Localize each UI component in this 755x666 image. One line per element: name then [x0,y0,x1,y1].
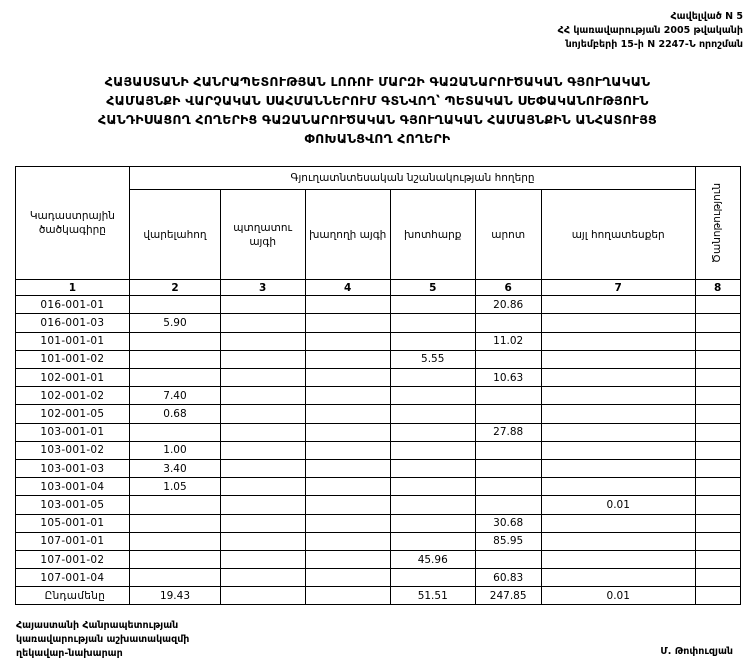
cell-orchard [220,496,305,514]
cell-note [695,496,740,514]
cell-hayfield [390,423,475,441]
cell-orchard [220,369,305,387]
table-row [15,423,740,441]
column-header-note [695,167,740,280]
cell-code: 101-001-02 [15,350,130,368]
cell-arable [130,532,220,550]
cell-code: 107-001-01 [15,532,130,550]
table-row [15,332,740,350]
column-header-hayfield-label: խոտհարք [404,228,462,241]
cell-total-orchard [220,587,305,605]
cell-arable [130,514,220,532]
column-header-cadastral-code [15,167,130,280]
table-row [15,350,740,368]
document-reference-header [0,0,755,51]
cell-pasture [475,478,541,496]
cell-orchard [220,423,305,441]
cell-total-pasture: 247.85 [475,587,541,605]
cell-other [541,332,695,350]
cell-pasture [475,405,541,423]
table-row [15,569,740,587]
cell-orchard [220,478,305,496]
table-row [15,314,740,332]
column-header-orchard-label: պտղատու այգի [233,221,293,248]
cell-code: 016-001-01 [15,296,130,314]
cell-code: 102-001-05 [15,405,130,423]
cell-orchard [220,332,305,350]
cell-note [695,405,740,423]
cell-hayfield [390,496,475,514]
cell-hayfield [390,478,475,496]
table-row [15,296,740,314]
cell-code: 103-001-03 [15,459,130,477]
column-header-hayfield [390,190,475,280]
cell-arable: 1.00 [130,441,220,459]
cell-orchard [220,405,305,423]
column-header-cadastral-code-label: Կադաստրային ծածկագիրը [29,210,115,237]
cell-hayfield [390,532,475,550]
cell-note [695,332,740,350]
cell-other [541,441,695,459]
cell-orchard [220,569,305,587]
cell-vineyard [305,496,390,514]
cell-total-note [695,587,740,605]
column-header-vineyard [305,190,390,280]
cell-code: 103-001-04 [15,478,130,496]
cell-note [695,387,740,405]
table-row [15,369,740,387]
column-number-row [15,280,740,296]
reference-line-1: Հավելված N 5 [670,11,743,22]
cell-pasture [475,387,541,405]
cell-other [541,532,695,550]
cell-note [695,423,740,441]
cell-code: 102-001-01 [15,369,130,387]
cell-hayfield [390,296,475,314]
cell-pasture: 20.86 [475,296,541,314]
cell-other [541,569,695,587]
cell-vineyard [305,423,390,441]
cell-arable [130,569,220,587]
cell-vineyard [305,459,390,477]
cell-note [695,350,740,368]
cell-vineyard [305,405,390,423]
title-line-4: ՓՈԽԱՆՑՎՈՂ ՀՈՂԵՐԻ [304,130,451,146]
cell-note [695,296,740,314]
cell-arable: 1.05 [130,478,220,496]
cell-arable [130,496,220,514]
reference-line-2: ՀՀ կառավարության 2005 թվականի [557,24,743,36]
column-number-4: 4 [305,280,390,296]
cell-orchard [220,514,305,532]
cell-arable: 5.90 [130,314,220,332]
cell-vineyard [305,350,390,368]
table-row [15,532,740,550]
cell-arable [130,332,220,350]
table-row [15,514,740,532]
cell-vineyard [305,332,390,350]
cell-hayfield [390,459,475,477]
column-number-1: 1 [15,280,130,296]
cell-vineyard [305,550,390,568]
column-number-3: 3 [220,280,305,296]
cell-vineyard [305,514,390,532]
table-row [15,478,740,496]
column-number-2: 2 [130,280,220,296]
cell-vineyard [305,441,390,459]
cell-other [541,405,695,423]
column-header-orchard [220,190,305,280]
column-number-8: 8 [695,280,740,296]
cell-pasture [475,496,541,514]
cell-orchard [220,350,305,368]
cell-arable [130,350,220,368]
cell-vineyard [305,569,390,587]
cell-orchard [220,314,305,332]
cell-hayfield: 5.55 [390,350,475,368]
cell-total-vineyard [305,587,390,605]
cell-total-arable: 19.43 [130,587,220,605]
column-header-vineyard-label: խաղողի այգի [309,228,387,241]
cell-hayfield: 45.96 [390,550,475,568]
cell-total-label: Ընդամենը [15,587,130,605]
cell-orchard [220,387,305,405]
cell-code: 101-001-01 [15,332,130,350]
cell-note [695,369,740,387]
cell-note [695,550,740,568]
title-line-2: ՀԱՄԱՅՆՔԻ ՎԱՐՉԱԿԱՆ ՍԱՀՄԱՆՆԵՐՈՒՄ ԳՏՆՎՈՂ՝ ՊԵՏԱԿԱՆ ՍԵՓԱԿԱՆՈՒԹՅՈՒՆ [106,93,649,109]
cell-arable [130,423,220,441]
cell-hayfield [390,387,475,405]
cell-other [541,550,695,568]
reference-line-3: նոյեմբերի 15-ի N 2247-Ն որոշման [565,38,743,50]
cell-arable [130,550,220,568]
cell-code: 016-001-03 [15,314,130,332]
column-header-arable-label: վարելահող [143,228,207,241]
column-number-7: 7 [541,280,695,296]
cell-orchard [220,532,305,550]
cell-orchard [220,459,305,477]
cell-other [541,478,695,496]
cell-hayfield [390,369,475,387]
cell-other [541,314,695,332]
cell-arable [130,369,220,387]
table-body [15,296,740,605]
cell-vineyard [305,369,390,387]
cell-other [541,387,695,405]
cell-pasture: 85.95 [475,532,541,550]
column-number-5: 5 [390,280,475,296]
cell-arable [130,296,220,314]
cell-note [695,532,740,550]
document-footer [0,619,755,660]
cell-hayfield [390,405,475,423]
cell-pasture: 60.83 [475,569,541,587]
cell-hayfield [390,441,475,459]
cell-pasture [475,441,541,459]
table-row [15,459,740,477]
signatory-title-line-1: Հայաստանի Հանրապետության [16,620,179,632]
signatory-title [16,619,189,660]
column-header-other-lands [541,190,695,280]
cell-note [695,441,740,459]
title-line-3: ՀԱՆԴԻՍԱՑՈՂ ՀՈՂԵՐԻՑ ԳԱԶԱՆԱՐՈՒԾԱԿԱՆ ԳՅՈՒՂԱԿԱՆ ՀԱՄԱՅՆՔԻՆ ԱՆՀԱՏՈՒՅՑ [98,111,657,127]
cell-other: 0.01 [541,496,695,514]
cell-other [541,423,695,441]
cell-vineyard [305,532,390,550]
title-line-1: ՀԱՅԱՍՏԱՆԻ ՀԱՆՐԱՊԵՏՈՒԹՅԱՆ ԼՈՌՈՒ ՄԱՐԶԻ ԳԱԶԱՆԱՐՈՒԾԱԿԱՆ ԳՅՈՒՂԱԿԱՆ [104,74,651,90]
cell-code: 107-001-04 [15,569,130,587]
cell-orchard [220,441,305,459]
cell-note [695,569,740,587]
cell-other [541,514,695,532]
cell-orchard [220,296,305,314]
cell-total-hayfield: 51.51 [390,587,475,605]
column-header-arable [130,190,220,280]
cell-code: 103-001-05 [15,496,130,514]
column-header-group-label: Գյուղատնտեսական նշանակության հողերը [290,172,535,185]
signatory-name: Մ. Թոփուզյան [660,646,733,658]
cell-note [695,514,740,532]
table-row [15,405,740,423]
cell-code: 103-001-02 [15,441,130,459]
signatory-title-line-3: ղեկավար-նախարար [16,648,123,660]
cell-hayfield [390,569,475,587]
cell-vineyard [305,296,390,314]
cell-other [541,369,695,387]
cell-other [541,296,695,314]
cell-total-other: 0.01 [541,587,695,605]
column-header-pasture-label: արոտ [491,228,526,241]
cell-pasture: 27.88 [475,423,541,441]
cell-note [695,314,740,332]
cell-code: 107-001-02 [15,550,130,568]
cell-pasture: 30.68 [475,514,541,532]
table-row [15,441,740,459]
cell-arable: 0.68 [130,405,220,423]
land-allocation-table [15,166,741,605]
cell-other [541,350,695,368]
column-number-6: 6 [475,280,541,296]
cell-vineyard [305,387,390,405]
column-header-group-agricultural [130,167,696,190]
cell-pasture [475,350,541,368]
cell-arable: 3.40 [130,459,220,477]
table-row [15,496,740,514]
cell-other [541,459,695,477]
cell-pasture [475,459,541,477]
column-header-pasture [475,190,541,280]
cell-hayfield [390,332,475,350]
page-title [40,73,715,148]
cell-pasture: 11.02 [475,332,541,350]
column-header-other-lands-label: այլ հողատեսքեր [571,228,665,241]
cell-pasture [475,550,541,568]
cell-arable: 7.40 [130,387,220,405]
table-row [15,550,740,568]
table-row [15,387,740,405]
cell-code: 103-001-01 [15,423,130,441]
cell-code: 102-001-02 [15,387,130,405]
column-header-note-label: Ծանոթություն [711,183,724,264]
cell-pasture [475,314,541,332]
cell-hayfield [390,314,475,332]
cell-note [695,459,740,477]
cell-vineyard [305,478,390,496]
cell-code: 105-001-01 [15,514,130,532]
cell-vineyard [305,314,390,332]
cell-orchard [220,550,305,568]
table-total-row [15,587,740,605]
signatory-title-line-2: կառավարության աշխատակազմի [16,634,190,646]
cell-note [695,478,740,496]
cell-pasture: 10.63 [475,369,541,387]
cell-hayfield [390,514,475,532]
